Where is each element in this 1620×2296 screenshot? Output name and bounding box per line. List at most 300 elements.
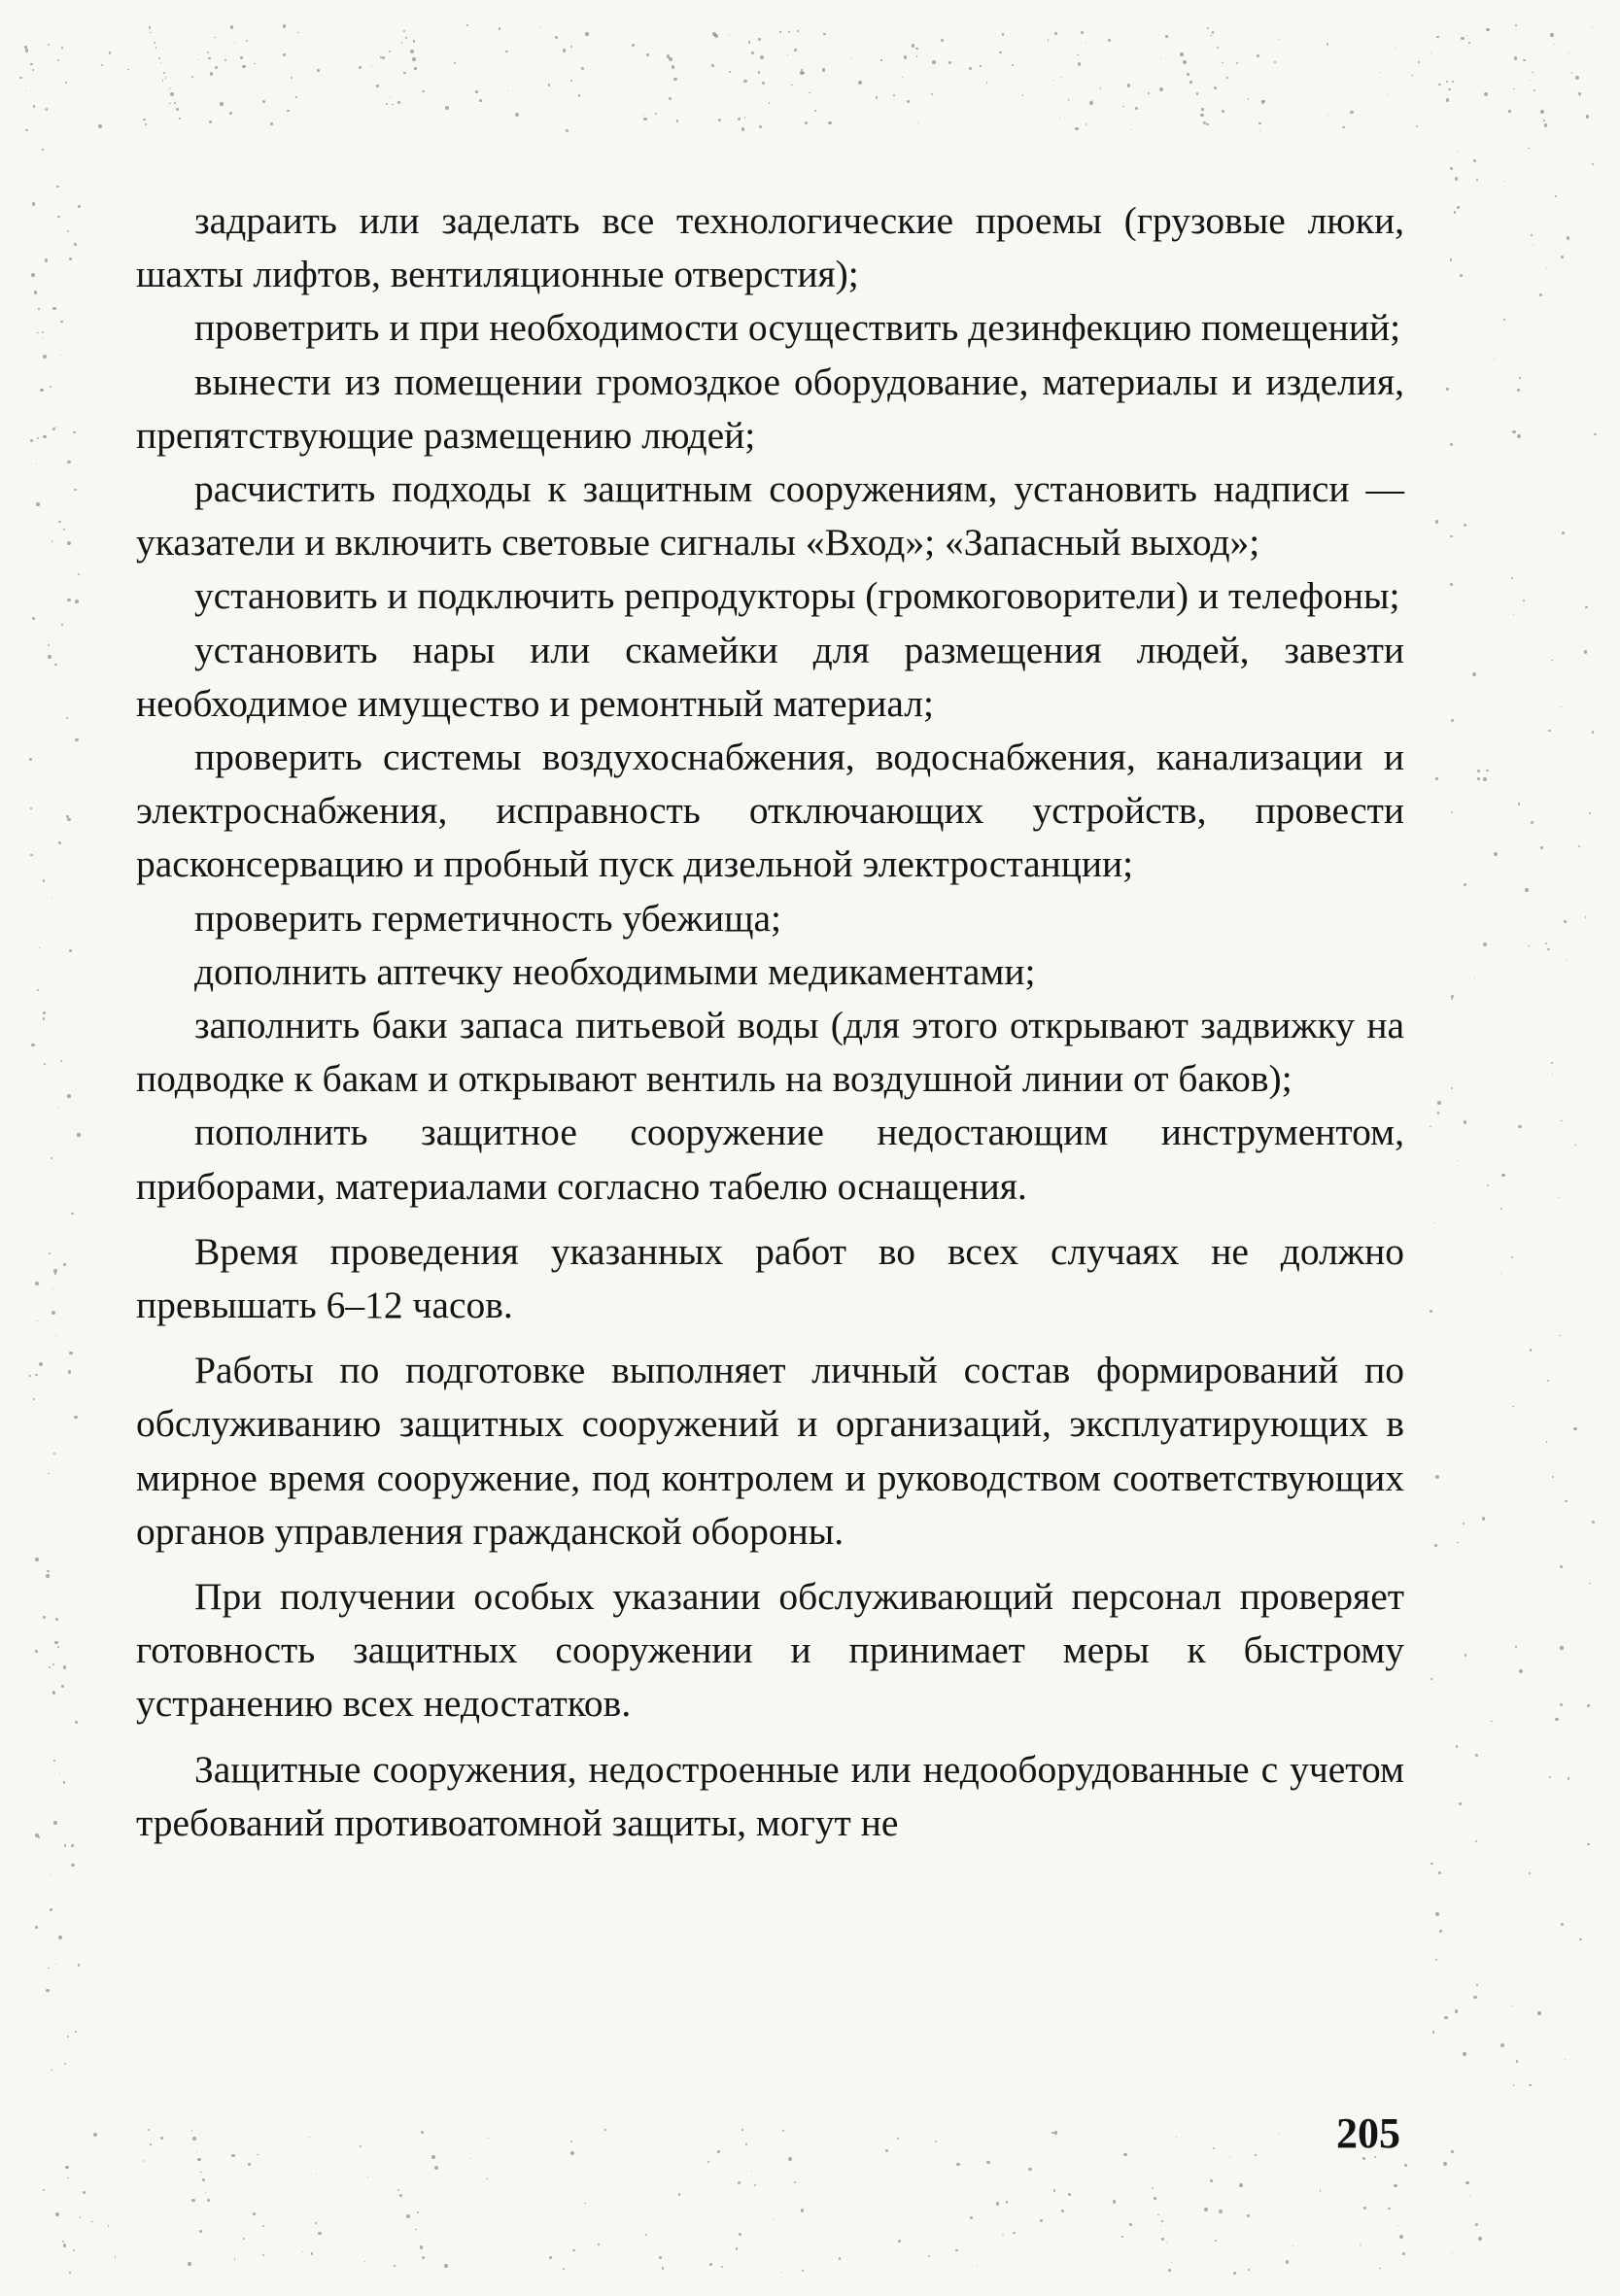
scan-speck <box>60 355 61 356</box>
scan-speck <box>1002 2235 1003 2236</box>
scan-speck <box>53 1760 54 1761</box>
scan-speck <box>35 1282 39 1285</box>
scan-speck <box>63 1665 67 1669</box>
scan-speck <box>1077 54 1079 56</box>
scan-speck <box>1531 234 1533 236</box>
scan-speck <box>32 69 35 72</box>
scan-speck <box>782 2130 784 2132</box>
scan-speck <box>215 66 218 69</box>
scan-speck <box>69 2272 71 2274</box>
scan-speck <box>1435 777 1437 779</box>
scan-speck <box>1531 821 1534 824</box>
scan-speck <box>1503 319 1504 320</box>
scan-speck <box>743 80 747 84</box>
scan-speck <box>1487 1184 1489 1186</box>
scan-speck <box>655 113 657 115</box>
scan-speck <box>1451 1087 1453 1089</box>
scan-speck <box>1166 2242 1167 2243</box>
scan-speck <box>32 617 35 620</box>
scan-speck <box>69 1352 73 1355</box>
scan-speck <box>148 2129 151 2132</box>
scan-speck <box>160 2137 164 2141</box>
scan-speck <box>1476 179 1478 181</box>
scan-speck <box>540 27 541 28</box>
scan-speck <box>150 2143 152 2145</box>
scan-speck <box>1219 2210 1223 2213</box>
scan-speck <box>1525 888 1529 892</box>
scan-speck <box>1451 995 1454 998</box>
scan-speck <box>1560 1703 1563 1706</box>
scan-speck <box>876 96 879 99</box>
scan-speck <box>197 2158 200 2161</box>
scan-speck <box>928 2255 930 2257</box>
scan-speck <box>1350 111 1353 114</box>
scan-speck <box>207 2199 210 2202</box>
scan-speck <box>1586 115 1589 118</box>
scan-speck <box>1399 2235 1403 2239</box>
scan-speck <box>880 59 881 60</box>
scan-speck <box>676 120 679 122</box>
scan-speck <box>52 1663 54 1665</box>
scan-speck <box>1207 27 1209 29</box>
scan-speck <box>231 2154 234 2157</box>
scan-speck <box>1148 92 1150 94</box>
scan-speck <box>754 2184 756 2186</box>
scan-speck <box>55 1335 56 1336</box>
scan-speck <box>1484 92 1488 96</box>
scan-speck <box>822 68 825 71</box>
scan-speck <box>397 101 400 104</box>
scan-speck <box>1539 293 1542 296</box>
scan-speck <box>916 55 917 56</box>
scan-speck <box>1474 977 1475 978</box>
scan-speck <box>315 2222 317 2224</box>
scan-speck <box>787 54 788 55</box>
scan-speck <box>67 1094 71 1098</box>
scan-speck <box>176 108 180 112</box>
scan-speck <box>1594 433 1597 436</box>
scan-speck <box>37 989 39 991</box>
scan-speck <box>1500 2043 1504 2047</box>
paragraph-5: установить и подключить репродукторы (громкоговорители) и телефоны; <box>194 574 1400 618</box>
scan-speck <box>1274 61 1276 63</box>
scan-speck <box>902 77 904 79</box>
scan-speck <box>678 2193 680 2195</box>
scan-speck <box>507 90 508 91</box>
scan-speck <box>1540 110 1544 114</box>
scan-speck <box>45 258 48 261</box>
scan-speck <box>932 60 936 64</box>
scan-speck <box>36 502 39 505</box>
scan-speck <box>1547 948 1549 950</box>
scan-speck <box>1187 73 1189 76</box>
scan-speck <box>150 32 152 34</box>
scan-speck <box>75 2031 77 2033</box>
scan-speck <box>1513 88 1514 89</box>
scan-speck <box>1248 98 1250 100</box>
scan-speck <box>44 1063 46 1065</box>
scan-speck <box>1592 1521 1595 1524</box>
scan-speck <box>1513 614 1514 615</box>
scan-speck <box>71 1844 73 1846</box>
scan-speck <box>1450 535 1452 537</box>
scan-speck <box>55 2212 58 2215</box>
paragraph-8: проверить герметичность убежища; <box>194 896 782 940</box>
scan-speck <box>200 2172 201 2173</box>
scan-speck <box>980 65 981 66</box>
scan-speck <box>25 49 29 52</box>
scan-speck <box>1457 1160 1458 1161</box>
scan-speck <box>1434 1544 1436 1546</box>
scan-speck <box>413 40 415 42</box>
scan-speck <box>169 103 170 104</box>
scan-speck <box>469 2158 470 2159</box>
scan-speck <box>1204 2208 1208 2211</box>
scan-speck <box>1546 1441 1548 1443</box>
scan-speck <box>1532 72 1534 74</box>
scan-speck <box>1552 1476 1554 1478</box>
scan-speck <box>1380 72 1381 73</box>
scan-speck <box>1578 845 1580 847</box>
scan-speck <box>421 2131 425 2135</box>
scan-speck <box>1515 24 1517 26</box>
scan-speck <box>1075 127 1079 131</box>
scan-speck <box>154 42 155 44</box>
scan-speck <box>1456 1745 1459 1748</box>
scan-speck <box>1451 998 1454 1001</box>
scan-speck <box>572 2249 575 2252</box>
scan-speck <box>1567 236 1569 239</box>
scan-speck <box>127 69 128 70</box>
scan-speck <box>415 2229 416 2230</box>
scan-speck <box>1573 1427 1576 1430</box>
scan-speck <box>25 129 28 132</box>
scan-speck <box>1592 731 1595 734</box>
scan-speck <box>669 97 672 100</box>
scan-speck <box>1430 52 1431 53</box>
scan-speck <box>376 85 379 87</box>
scan-speck <box>1013 2232 1015 2234</box>
scan-speck <box>1550 33 1553 36</box>
scan-speck <box>406 2214 410 2218</box>
paragraph-10: заполнить баки запаса питьевой воды (для этого открывают задвижку на подводке к бакам и открывают вентиль на воздушной линии от баков); <box>136 1004 1404 1101</box>
scan-speck <box>956 2163 959 2166</box>
scan-speck <box>1589 812 1591 814</box>
scan-speck <box>1552 1074 1553 1075</box>
scan-speck <box>711 64 714 67</box>
scan-speck <box>802 2270 804 2272</box>
scan-speck <box>893 94 895 96</box>
scan-speck <box>1486 770 1488 771</box>
scan-speck <box>50 386 52 388</box>
scan-speck <box>431 2155 435 2159</box>
scan-speck <box>401 42 402 43</box>
scan-speck <box>53 1453 55 1455</box>
scan-speck <box>643 115 644 116</box>
scan-speck <box>1464 524 1466 527</box>
scan-speck <box>291 77 293 79</box>
scan-speck <box>445 106 449 110</box>
scan-speck <box>1475 1754 1478 1757</box>
scan-speck <box>210 72 214 76</box>
scan-speck <box>1473 159 1476 162</box>
scan-speck <box>179 118 181 120</box>
scan-speck <box>1475 2223 1478 2226</box>
scan-speck <box>1435 520 1438 523</box>
scan-speck <box>67 461 71 464</box>
scan-speck <box>1258 122 1261 125</box>
scan-speck <box>61 624 63 626</box>
scan-speck <box>794 2181 796 2183</box>
scan-speck <box>283 24 287 28</box>
scan-speck <box>262 2225 264 2227</box>
scan-speck <box>738 2181 741 2184</box>
scan-speck <box>155 47 156 48</box>
scan-speck <box>59 1773 60 1774</box>
scan-speck <box>1214 86 1217 89</box>
scan-speck <box>1217 47 1219 49</box>
scan-speck <box>897 2138 899 2140</box>
scan-speck <box>48 644 50 646</box>
scan-speck <box>74 1416 77 1419</box>
scan-speck <box>1439 1930 1442 1933</box>
scan-speck <box>48 1968 49 1969</box>
scan-speck <box>604 2129 606 2131</box>
scan-speck <box>1546 268 1547 269</box>
scan-speck <box>632 44 635 47</box>
scan-speck <box>1257 54 1259 57</box>
scan-speck <box>1568 1777 1569 1779</box>
scan-speck <box>1511 577 1513 579</box>
scan-speck <box>1465 1654 1467 1657</box>
scan-speck <box>729 34 730 35</box>
scan-speck <box>1048 39 1050 41</box>
scan-speck <box>1171 2262 1172 2263</box>
scan-speck <box>1549 1776 1551 1778</box>
scan-speck <box>1584 650 1588 654</box>
scan-speck <box>762 82 765 85</box>
scan-speck <box>1006 2201 1009 2204</box>
scan-speck <box>412 57 416 61</box>
scan-speck <box>71 1213 74 1216</box>
scan-speck <box>57 1646 59 1648</box>
scan-speck <box>1529 1872 1531 1874</box>
scan-speck <box>915 48 918 51</box>
scan-speck <box>170 92 174 96</box>
scan-speck <box>1561 256 1564 258</box>
scan-speck <box>555 36 558 39</box>
scan-speck <box>1397 2225 1398 2226</box>
scan-speck <box>1457 1542 1458 1543</box>
scan-speck <box>31 273 35 277</box>
scan-speck <box>205 2192 206 2193</box>
scan-speck <box>382 56 385 59</box>
scan-speck <box>78 1964 81 1967</box>
scan-speck <box>163 72 165 74</box>
scan-speck <box>563 2268 565 2270</box>
scan-speck <box>1059 118 1061 120</box>
scan-speck <box>30 439 33 442</box>
scan-speck <box>1561 706 1562 707</box>
scan-speck <box>46 1989 50 1993</box>
scan-speck <box>986 2161 990 2165</box>
scan-speck <box>240 56 243 59</box>
scan-speck <box>759 125 762 128</box>
scan-speck <box>1180 52 1184 56</box>
scan-speck <box>1161 2220 1163 2222</box>
scan-speck <box>37 1320 38 1321</box>
scan-speck <box>1483 777 1487 781</box>
paragraph-2: проветрить и при необходимости осуществить дезинфекцию помещений; <box>194 306 1401 350</box>
scan-speck <box>475 90 478 93</box>
scan-speck <box>549 2256 552 2259</box>
scan-speck <box>40 389 44 393</box>
scan-speck <box>1540 846 1543 849</box>
scan-speck <box>1511 1256 1513 1258</box>
scan-speck <box>779 31 780 32</box>
scan-speck <box>745 2143 747 2145</box>
scan-speck <box>1559 1197 1560 1198</box>
scan-speck <box>49 1666 51 1668</box>
scan-speck <box>1491 1721 1492 1722</box>
scan-speck <box>1127 84 1130 86</box>
scan-speck <box>63 1263 66 1266</box>
scan-speck <box>174 102 176 104</box>
scan-speck <box>1168 2269 1171 2272</box>
scan-speck <box>659 2256 662 2259</box>
scan-speck <box>1438 84 1441 86</box>
scan-speck <box>364 2261 365 2262</box>
scan-speck <box>1165 35 1167 37</box>
scan-speck <box>191 76 193 78</box>
scan-speck <box>75 1721 78 1724</box>
scan-speck <box>1402 2252 1406 2256</box>
scan-speck <box>1475 1840 1478 1843</box>
scan-speck <box>1450 167 1453 170</box>
scan-speck <box>73 431 75 433</box>
scan-speck <box>1210 2179 1213 2182</box>
scan-speck <box>62 2241 64 2243</box>
scan-speck <box>1455 177 1458 180</box>
scan-speck <box>51 2070 52 2071</box>
scan-speck <box>1529 2084 1532 2087</box>
scan-speck <box>169 87 171 89</box>
scan-speck <box>191 2199 195 2203</box>
scan-speck <box>996 2202 1000 2206</box>
scan-speck <box>60 321 62 323</box>
scan-speck <box>78 573 80 575</box>
scan-speck <box>1571 72 1573 74</box>
scan-speck <box>1327 44 1328 46</box>
scan-speck <box>741 2129 743 2131</box>
scan-speck <box>43 355 47 359</box>
scan-speck <box>1436 36 1438 38</box>
scan-speck <box>37 437 39 439</box>
scan-speck <box>1452 81 1454 83</box>
scan-speck <box>253 2212 256 2215</box>
scan-speck <box>1248 2269 1250 2271</box>
scan-speck <box>1519 377 1521 379</box>
scan-speck <box>42 149 43 150</box>
scan-speck <box>1564 920 1567 923</box>
scan-speck <box>1560 1646 1563 1649</box>
scan-speck <box>1327 115 1328 116</box>
scan-speck <box>422 2256 425 2259</box>
scan-speck <box>50 1874 51 1875</box>
scan-speck <box>1108 39 1112 43</box>
scan-speck <box>1454 211 1456 213</box>
body-text <box>136 194 1404 1850</box>
scan-speck <box>78 205 81 208</box>
scan-speck <box>970 2216 973 2219</box>
scan-speck <box>1555 195 1557 197</box>
paragraph-1: задраить или заделать все технологические проемы (грузовые люки, шахты лифтов, вентиляционные отверстия); <box>136 199 1404 296</box>
page-number: 205 <box>1336 2109 1400 2157</box>
scan-speck <box>904 55 907 58</box>
scan-speck <box>1585 916 1587 918</box>
scan-speck <box>1561 1120 1562 1121</box>
scan-speck <box>1528 148 1530 150</box>
scan-speck <box>744 117 745 118</box>
scan-speck <box>73 2249 75 2251</box>
scan-speck <box>367 2176 369 2178</box>
scan-speck <box>1226 77 1228 79</box>
scan-speck <box>791 85 792 86</box>
scan-speck <box>1430 1678 1432 1680</box>
scan-speck <box>43 2189 45 2191</box>
scan-speck <box>1494 852 1498 856</box>
scan-speck <box>1388 2208 1391 2210</box>
scan-speck <box>58 521 61 524</box>
scan-speck <box>1457 206 1461 210</box>
scan-speck <box>646 53 649 56</box>
scan-speck <box>662 2267 665 2270</box>
scan-speck <box>191 2130 193 2132</box>
scan-speck <box>67 818 71 822</box>
scan-speck <box>1418 61 1420 63</box>
scan-speck <box>55 1964 56 1965</box>
scan-speck <box>1040 2219 1043 2222</box>
scan-speck <box>794 49 797 51</box>
scan-speck <box>93 2133 97 2137</box>
scan-speck <box>948 61 951 64</box>
scan-speck <box>63 529 65 531</box>
scan-speck <box>1500 1208 1502 1210</box>
scan-speck <box>75 600 78 602</box>
scan-speck <box>1222 62 1224 64</box>
scan-speck <box>1450 443 1453 446</box>
scan-speck <box>1100 87 1101 88</box>
scan-speck <box>54 1273 55 1274</box>
scan-speck <box>405 37 407 39</box>
scan-speck <box>805 121 808 124</box>
scan-speck <box>302 2251 304 2253</box>
scan-speck <box>52 1288 53 1289</box>
scan-speck <box>58 1936 62 1939</box>
scan-speck <box>1206 123 1208 125</box>
scan-speck <box>1122 106 1123 107</box>
scan-speck <box>505 51 508 53</box>
scan-speck <box>98 124 102 128</box>
scan-speck <box>48 1473 50 1475</box>
scan-speck <box>410 50 414 53</box>
scan-speck <box>53 1269 57 1273</box>
scan-speck <box>19 77 21 79</box>
scan-speck <box>488 2138 489 2139</box>
scan-speck <box>672 65 674 68</box>
scan-speck <box>29 1375 31 1377</box>
scan-speck <box>479 99 482 102</box>
